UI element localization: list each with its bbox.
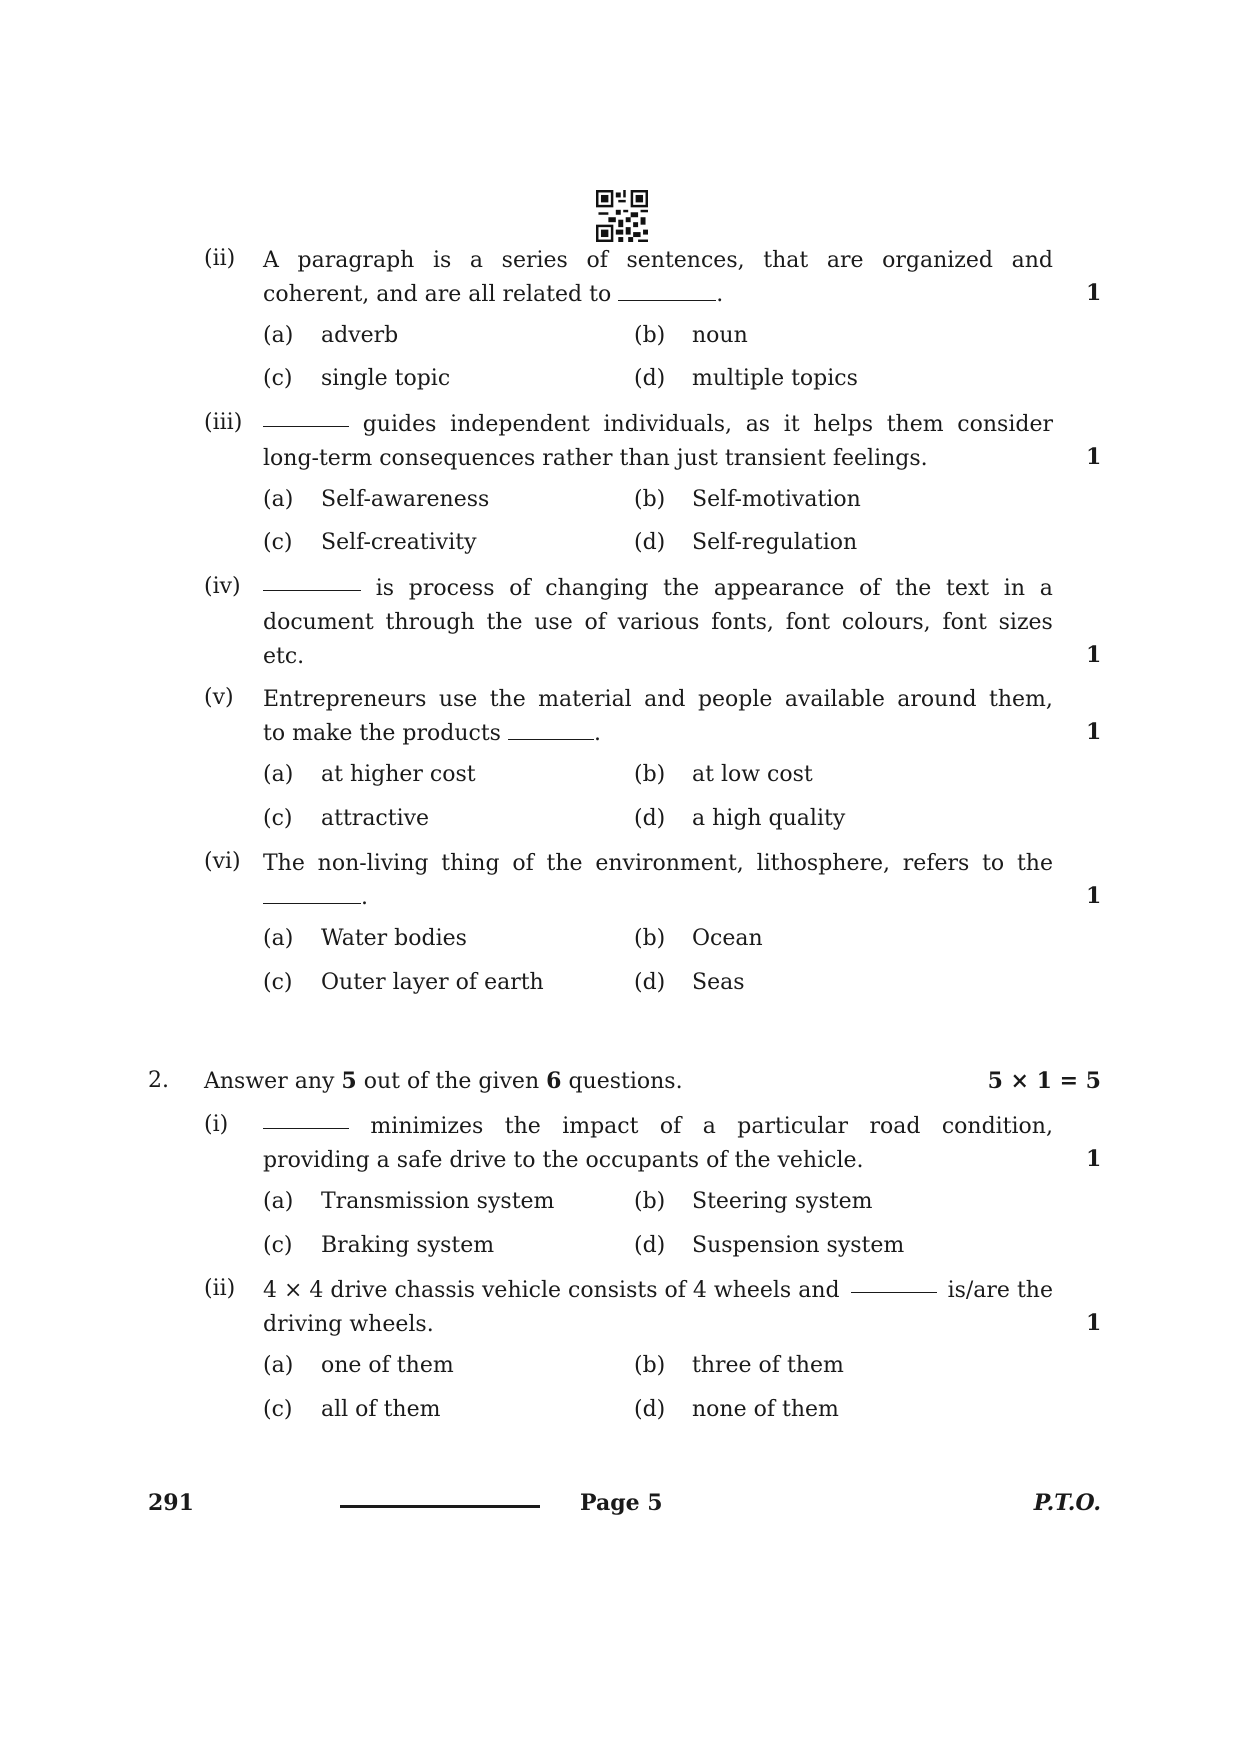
word: colours, bbox=[841, 610, 931, 635]
question-number: (iii) bbox=[204, 410, 243, 435]
word: helps bbox=[813, 412, 873, 437]
word: available bbox=[784, 687, 885, 712]
word: minimizes bbox=[370, 1114, 484, 1139]
word: consider bbox=[957, 412, 1053, 437]
word: them bbox=[886, 412, 944, 437]
question-line-1 bbox=[263, 847, 1053, 881]
word: in bbox=[1003, 576, 1026, 601]
word: the bbox=[895, 576, 932, 601]
option: (d) Suspension system bbox=[634, 1233, 905, 1258]
word: the bbox=[504, 1114, 541, 1139]
option: (a) Self-awareness bbox=[263, 487, 490, 512]
word: use bbox=[438, 687, 478, 712]
word: of bbox=[659, 1114, 682, 1139]
option: (b) Steering system bbox=[634, 1189, 873, 1214]
question-line-1 bbox=[263, 683, 1053, 717]
word: fonts, bbox=[711, 610, 774, 635]
question-line-2: long-term consequences rather than just transient feelings. bbox=[263, 446, 928, 471]
word: font bbox=[785, 610, 831, 635]
word: sentences, bbox=[626, 248, 745, 273]
word: and bbox=[1011, 248, 1053, 273]
word: the bbox=[489, 687, 526, 712]
marks: 1 bbox=[1086, 1310, 1102, 1336]
word: them, bbox=[989, 687, 1053, 712]
word: it bbox=[783, 412, 800, 437]
please-turn-over: P.T.O. bbox=[1033, 1490, 1101, 1516]
question-stem bbox=[263, 683, 1053, 751]
word: A bbox=[263, 248, 279, 273]
answer-blank bbox=[508, 721, 594, 740]
word: the bbox=[663, 576, 700, 601]
word: of bbox=[584, 610, 606, 635]
word: impact bbox=[562, 1114, 639, 1139]
marks: 1 bbox=[1086, 1146, 1102, 1172]
option: (b) Ocean bbox=[634, 926, 763, 951]
word: refers bbox=[902, 851, 970, 876]
question-line-2 bbox=[263, 606, 1053, 640]
question-number: (ii) bbox=[204, 246, 236, 271]
word: a bbox=[469, 248, 484, 273]
word: a bbox=[702, 1114, 716, 1139]
option: (a) Water bodies bbox=[263, 926, 467, 951]
word: of bbox=[586, 248, 608, 273]
question-instruction: Answer any 5 out of the given 6 questions. bbox=[204, 1068, 683, 1094]
word: of bbox=[859, 576, 881, 601]
option: (c) attractive bbox=[263, 806, 430, 831]
word: organized bbox=[882, 248, 993, 273]
option: (c) Outer layer of earth bbox=[263, 970, 544, 995]
option: (d) Self-regulation bbox=[634, 530, 858, 555]
option: (a) one of them bbox=[263, 1353, 454, 1378]
marks: 1 bbox=[1086, 280, 1102, 306]
word: non-living bbox=[317, 851, 429, 876]
option: (c) Self-creativity bbox=[263, 530, 477, 555]
word: people bbox=[697, 687, 773, 712]
word: font bbox=[942, 610, 987, 635]
word: text bbox=[945, 576, 990, 601]
word: through bbox=[385, 610, 475, 635]
question-line-1 bbox=[263, 408, 1053, 442]
word: use bbox=[534, 610, 573, 635]
question-stem bbox=[263, 1274, 1053, 1342]
word: sizes bbox=[998, 610, 1053, 635]
marks: 1 bbox=[1086, 444, 1102, 470]
question-stem bbox=[263, 408, 1053, 476]
word: individuals, bbox=[603, 412, 732, 437]
question-line-3: etc. bbox=[263, 644, 305, 669]
question-number: 2. bbox=[148, 1068, 169, 1093]
option: (b) Self-motivation bbox=[634, 487, 861, 512]
question-line-1: 4 × 4 drive chassis vehicle consists of 4 wheels and is/are the bbox=[263, 1274, 1053, 1308]
word: a bbox=[1039, 576, 1053, 601]
word: of bbox=[509, 576, 531, 601]
word: of bbox=[512, 851, 534, 876]
word: guides bbox=[362, 412, 437, 437]
question-stem bbox=[263, 244, 1053, 312]
question-line-1 bbox=[263, 1110, 1053, 1144]
question-line-2: coherent, and are all related to . bbox=[263, 282, 724, 307]
word: and bbox=[644, 687, 686, 712]
word: paragraph bbox=[297, 248, 415, 273]
word: around bbox=[897, 687, 977, 712]
question-number: (vi) bbox=[204, 849, 241, 874]
word: lithosphere, bbox=[756, 851, 890, 876]
answer-blank bbox=[263, 1110, 349, 1129]
marks: 1 bbox=[1086, 719, 1102, 745]
word: appearance bbox=[713, 576, 845, 601]
word: road bbox=[869, 1114, 921, 1139]
word: to bbox=[982, 851, 1005, 876]
page-number: Page 5 bbox=[580, 1490, 663, 1516]
question-number: (ii) bbox=[204, 1276, 236, 1301]
word: environment, bbox=[595, 851, 744, 876]
question-line-1 bbox=[263, 572, 1053, 606]
answer-blank bbox=[263, 408, 349, 427]
word: that bbox=[763, 248, 809, 273]
qr-code-icon bbox=[596, 190, 648, 242]
word: Entrepreneurs bbox=[263, 687, 427, 712]
option: (c) Braking system bbox=[263, 1233, 495, 1258]
option: (a) adverb bbox=[263, 323, 399, 348]
question-line-2: providing a safe drive to the occupants of the vehicle. bbox=[263, 1148, 864, 1173]
question-line-2: . bbox=[263, 881, 1053, 915]
word: as bbox=[745, 412, 771, 437]
question-line-1 bbox=[263, 244, 1053, 278]
word: thing bbox=[441, 851, 500, 876]
paper-code: 291 bbox=[148, 1490, 194, 1516]
question-stem bbox=[263, 1110, 1053, 1178]
word: process bbox=[408, 576, 495, 601]
option: (d) none of them bbox=[634, 1397, 839, 1422]
option: (d) multiple topics bbox=[634, 366, 858, 391]
option: (d) Seas bbox=[634, 970, 745, 995]
word: is bbox=[432, 248, 452, 273]
option: (b) three of them bbox=[634, 1353, 844, 1378]
question-number: (iv) bbox=[204, 574, 241, 599]
option: (c) all of them bbox=[263, 1397, 441, 1422]
answer-blank bbox=[618, 282, 716, 301]
word: independent bbox=[450, 412, 590, 437]
answer-blank bbox=[851, 1274, 937, 1293]
word: the bbox=[486, 610, 523, 635]
word: The bbox=[263, 851, 305, 876]
option: (b) noun bbox=[634, 323, 748, 348]
word: material bbox=[538, 687, 632, 712]
word: the bbox=[1016, 851, 1053, 876]
question-stem bbox=[263, 572, 1053, 674]
answer-blank bbox=[263, 885, 361, 904]
question-line-2: driving wheels. bbox=[263, 1312, 434, 1337]
word: changing bbox=[545, 576, 649, 601]
word: are bbox=[826, 248, 864, 273]
word: series bbox=[501, 248, 568, 273]
question-number: (v) bbox=[204, 685, 234, 710]
option: (a) at higher cost bbox=[263, 762, 476, 787]
option: (c) single topic bbox=[263, 366, 451, 391]
word: various bbox=[617, 610, 700, 635]
marks: 1 bbox=[1086, 883, 1102, 909]
option: (d) a high quality bbox=[634, 806, 846, 831]
marks: 1 bbox=[1086, 642, 1102, 668]
answer-blank bbox=[263, 572, 361, 591]
word: document bbox=[263, 610, 374, 635]
question-line-2: to make the products . bbox=[263, 721, 601, 746]
option: (b) at low cost bbox=[634, 762, 813, 787]
footer-divider bbox=[340, 1505, 540, 1508]
section-marks: 5 × 1 = 5 bbox=[987, 1068, 1101, 1094]
option: (a) Transmission system bbox=[263, 1189, 555, 1214]
word: is bbox=[375, 576, 395, 601]
word: particular bbox=[737, 1114, 849, 1139]
question-stem bbox=[263, 847, 1053, 915]
word: condition, bbox=[941, 1114, 1053, 1139]
word: the bbox=[546, 851, 583, 876]
question-number: (i) bbox=[204, 1112, 229, 1137]
